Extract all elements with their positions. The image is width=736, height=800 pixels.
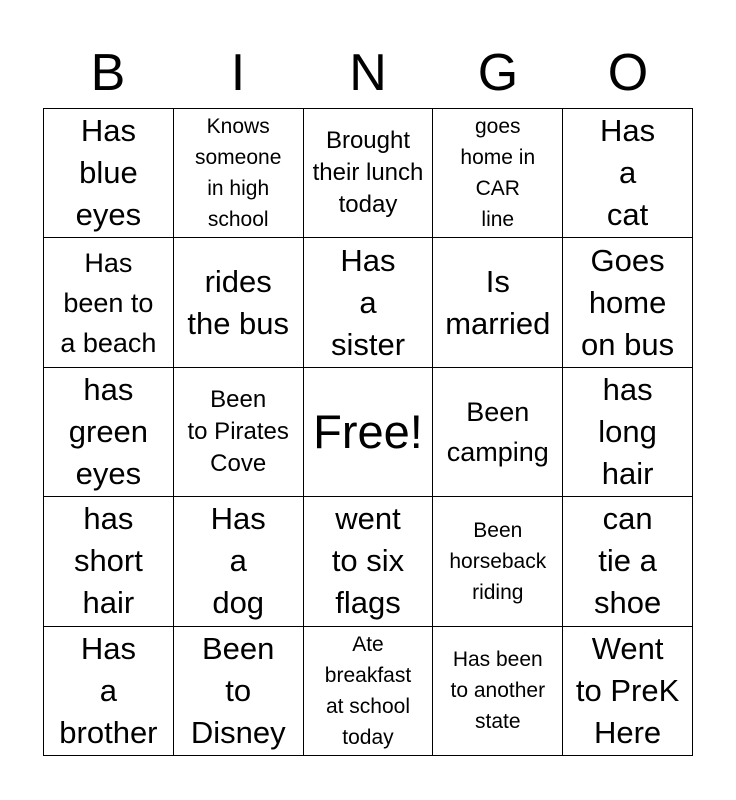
bingo-cell-r4-c3: went to six flags	[304, 497, 434, 626]
bingo-cell-r2-c1: Has been to a beach	[44, 238, 174, 367]
header-letter-b: B	[90, 44, 126, 102]
bingo-cell-r5-c1: Has a brother	[44, 627, 174, 756]
bingo-cell-r4-c5: can tie a shoe	[563, 497, 693, 626]
bingo-cell-r1-c1: Has blue eyes	[44, 109, 174, 238]
header-letter-g: G	[477, 44, 519, 102]
bingo-card-grid	[43, 108, 693, 756]
header-letter-n: N	[349, 44, 387, 102]
bingo-cell-r1-c3: Brought their lunch today	[304, 109, 434, 238]
bingo-cell-r4-c1: has short hair	[44, 497, 174, 626]
bingo-cell-r5-c3: Ate breakfast at school today	[304, 627, 434, 756]
bingo-cell-r3-c2: Been to Pirates Cove	[174, 368, 304, 497]
bingo-cell-r1-c2: Knows someone in high school	[174, 109, 304, 238]
bingo-cell-r1-c4: goes home in CAR line	[433, 109, 563, 238]
header-letter-o: O	[607, 44, 649, 102]
bingo-cell-r5-c5: Went to PreK Here	[563, 627, 693, 756]
bingo-cell-r3-c4: Been camping	[433, 368, 563, 497]
bingo-cell-r3-c1: has green eyes	[44, 368, 174, 497]
bingo-cell-r2-c5: Goes home on bus	[563, 238, 693, 367]
header-letter-i: I	[230, 44, 246, 102]
bingo-cell-r5-c4: Has been to another state	[433, 627, 563, 756]
bingo-cell-r3-c5: has long hair	[563, 368, 693, 497]
bingo-cell-r4-c4: Been horseback riding	[433, 497, 563, 626]
bingo-cell-r5-c2: Been to Disney	[174, 627, 304, 756]
bingo-cell-r4-c2: Has a dog	[174, 497, 304, 626]
bingo-cell-r1-c5: Has a cat	[563, 109, 693, 238]
bingo-header	[43, 38, 693, 108]
bingo-cell-r2-c3: Has a sister	[304, 238, 434, 367]
bingo-cell-r2-c2: rides the bus	[174, 238, 304, 367]
free-space-cell: Free!	[304, 368, 434, 497]
bingo-cell-r2-c4: Is married	[433, 238, 563, 367]
